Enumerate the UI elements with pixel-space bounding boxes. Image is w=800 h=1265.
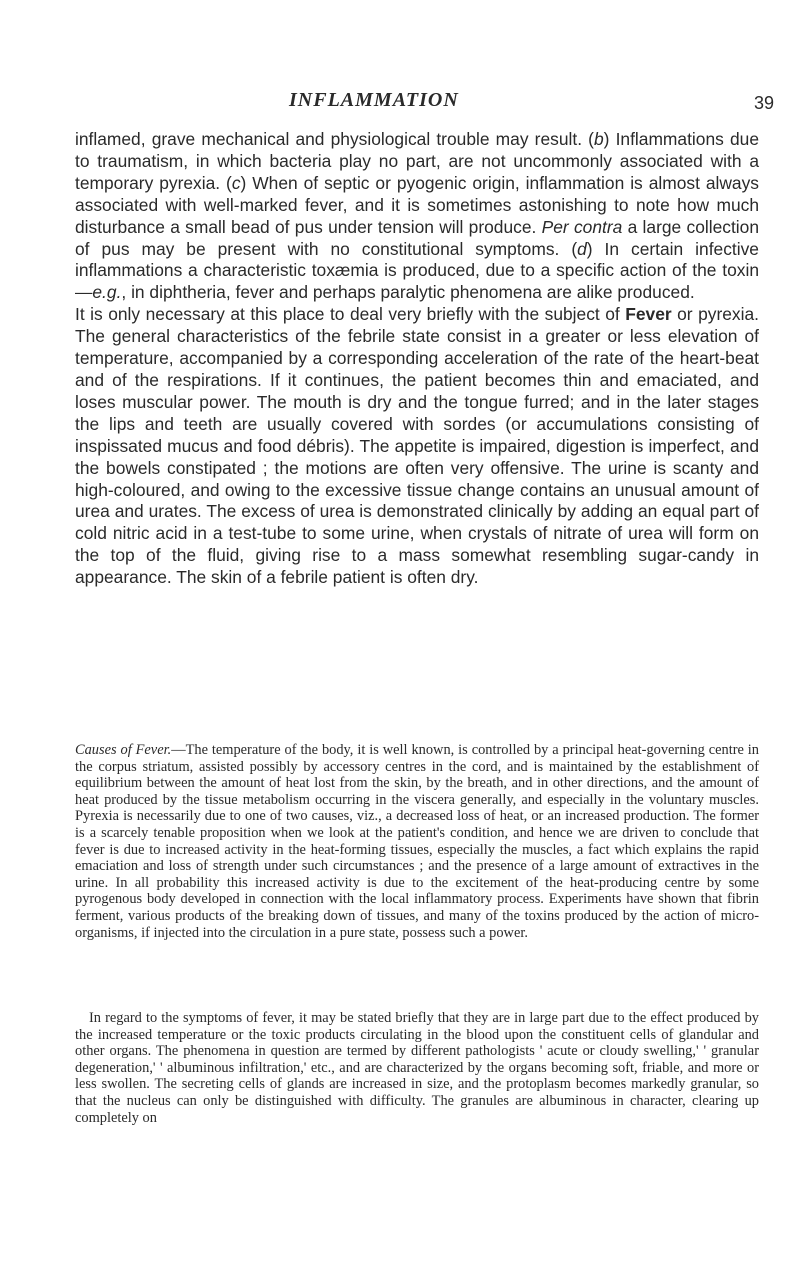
per-contra: Per contra xyxy=(541,216,623,237)
para1-text: a large collection of pus may be present with no constitutional symptoms. ( xyxy=(75,216,760,259)
eg-abbrev: e.g. xyxy=(92,282,122,303)
body-paragraphs xyxy=(75,129,759,589)
symptoms-paragraph xyxy=(75,1010,759,1126)
para2-text: It is only necessary at this place to deal very briefly with the subject of xyxy=(75,304,626,325)
running-head: INFLAMMATION xyxy=(289,89,459,111)
fever-term: Fever xyxy=(625,304,672,325)
causes-of-fever-paragraph xyxy=(75,742,759,941)
enum-b: b xyxy=(593,129,604,149)
page-number: 39 xyxy=(754,93,775,113)
para1-text: inflamed, grave mechanical and physiological trouble may result. ( xyxy=(75,129,594,149)
para2-text: or pyrexia. The general characteristics of the febrile state consist in a greater or less elevation of temperature, accompanied by a corresponding acceleration of the rate of the heart-beat and of the respirations. If it continues, the patient becomes thin and emaciated, and loses muscular power. The mouth is dry and the tongue furred; and in the later stages the lips and teeth are usually covered with sordes (or accumulations consisting of inspissated mucus and food débris). The appetite is impaired, digestion is imperfect, and the bowels constipated ; the motions are often very offensive. The urine is scanty and high-coloured, and owing to the excessive tissue change contains an unusual amount of urea and urates. The excess of urea is demonstrated clinically by adding an equal part of cold nitric acid in a test-tube to some urine, when crystals of nitrate of urea will form on the top of the fluid, giving rise to a mass somewhat resembling sugar-candy in appearance. The skin of a febrile patient is often dry. xyxy=(75,304,759,588)
symptoms-text: In regard to the symptoms of fever, it may be stated briefly that they are in large part due to the effect produced by the increased temperature or the toxic products circulating in the blood upon the constituent cells of glandular and other organs. The phenomena in question are termed by different pathologists ' acute or cloudy swelling,' ' granular degeneration,' ' albuminous infiltration,' etc., and are characterized by the organs becoming soft, friable, and more or less swollen. The secreting cells of glands are increased in size, and the protoplasm becomes markedly granular, so that the nucleus can only be distinguished with difficulty. The granules are albuminous in character, clearing up completely on xyxy=(75,1010,759,1126)
para1-text: ) In certain infective inflammations a characteristic toxæmia is produced, due to a specific action of the toxin— xyxy=(75,238,759,303)
para1-text: ) When of septic or pyogenic origin, inflammation is almost always associated with well-marked fever, and it is sometimes astonishing to note how much disturbance a small bead of pus under tension will produce. xyxy=(75,172,759,237)
enum-d: d xyxy=(577,238,587,259)
para1-text: ) Inflammations due to traumatism, in which bacteria play no part, are not uncommonly associated with a temporary pyrexia. ( xyxy=(75,129,759,193)
para1-text: , in diphtheria, fever and perhaps paralytic phenomena are alike produced. xyxy=(121,282,695,303)
enum-c: c xyxy=(231,172,241,193)
causes-heading: Causes of Fever. xyxy=(75,742,172,758)
causes-text: —The temperature of the body, it is well known, is controlled by a principal heat-governing centre in the corpus striatum, assisted possibly by accessory centres in the cord, and is maintained by the establishment of equilibrium between the amount of heat lost from the skin, by the breath, and in other directions, and the amount of heat produced by the tissue metabolism occurring in the viscera generally, and especially in the voluntary muscles. Pyrexia is necessarily due to one of two causes, viz., a decreased loss of heat, or an increased production. The former is a scarcely tenable proposition when we look at the patient's condition, and hence we are driven to conclude that fever is due to increased activity in the heat-forming tissues, especially the muscles, a fact which explains the rapid emaciation and loss of strength under such circumstances ; and the presence of a large amount of extractives in the urine. In all probability this increased activity is due to the excitement of the heat-producing centre by some pyrogenous body developed in connection with the local inflammatory process. Experiments have shown that fibrin ferment, various products of the breaking down of tissues, and many of the toxins produced by the action of micro-organisms, if injected into the circulation in a pure state, possess such a power. xyxy=(75,742,759,941)
